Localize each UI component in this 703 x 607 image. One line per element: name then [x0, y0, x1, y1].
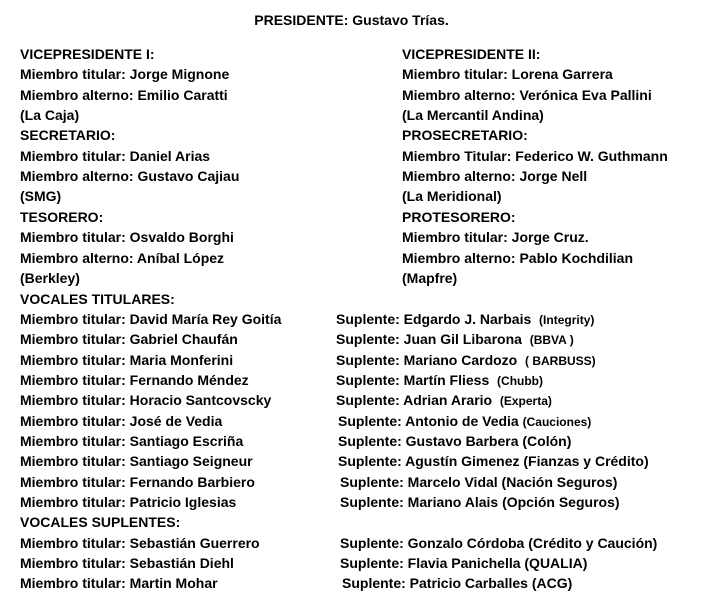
secretario-heading: SECRETARIO: — [20, 127, 116, 143]
vt-row-titular: Miembro titular: Fernando Méndez — [20, 372, 249, 388]
vp1-heading: VICEPRESIDENTE I: — [20, 46, 155, 62]
vt-row-suplente — [336, 390, 552, 411]
vt-suplente-org: (Cauciones) — [522, 415, 592, 429]
vp1-org: (La Caja) — [20, 107, 80, 123]
vt-row-titular: Miembro titular: José de Vedia — [20, 413, 223, 429]
vt-row-suplente: Suplente: Mariano Alais (Opción Seguros) — [340, 494, 620, 510]
protesorero-heading: PROTESORERO: — [402, 209, 516, 225]
president-line: PRESIDENTE: Gustavo Trías. — [254, 12, 449, 28]
tesorero-org: (Berkley) — [20, 270, 80, 286]
vs-row-titular: Miembro titular: Martin Mohar — [20, 575, 218, 591]
vt-suplente-name: Suplente: Antonio de Vedia — [338, 413, 519, 429]
vt-suplente-org: (Experta) — [499, 394, 552, 408]
vt-row-suplente: Suplente: Gustavo Barbera (Colón) — [338, 433, 572, 449]
prosecretario-heading: PROSECRETARIO: — [402, 127, 528, 143]
vt-suplente-name: Suplente: Juan Gil Libarona — [336, 331, 522, 347]
vt-row-titular: Miembro titular: Santiago Escriña — [20, 433, 244, 449]
vt-suplente-name: Suplente: Edgardo J. Narbais — [336, 311, 532, 327]
tesorero-titular: Miembro titular: Osvaldo Borghi — [20, 229, 234, 245]
vs-row-titular: Miembro titular: Sebastián Guerrero — [20, 535, 260, 551]
vp1-alterno: Miembro alterno: Emilio Caratti — [20, 87, 228, 103]
secretario-alterno: Miembro alterno: Gustavo Cajiau — [20, 168, 240, 184]
vocales-titulares-heading: VOCALES TITULARES: — [20, 291, 175, 307]
vt-row-suplente — [336, 329, 574, 350]
vs-row-suplente: Suplente: Gonzalo Córdoba (Crédito y Caución) — [340, 535, 658, 551]
vs-row-titular: Miembro titular: Sebastián Diehl — [20, 555, 234, 571]
vt-row-suplente — [336, 350, 596, 371]
vt-row-titular: Miembro titular: Horacio Santcovscky — [20, 392, 272, 408]
protesorero-titular: Miembro titular: Jorge Cruz. — [402, 229, 589, 245]
vs-row-suplente: Suplente: Patricio Carballes (ACG) — [342, 575, 573, 591]
vp2-alterno: Miembro alterno: Verónica Eva Pallini — [402, 87, 652, 103]
vp2-heading: VICEPRESIDENTE II: — [402, 46, 541, 62]
prosecretario-org: (La Meridional) — [402, 188, 502, 204]
vt-suplente-name: Suplente: Adrian Arario — [336, 392, 493, 408]
protesorero-org: (Mapfre) — [402, 270, 458, 286]
vt-row-suplente: Suplente: Marcelo Vidal (Nación Seguros) — [340, 474, 618, 490]
vt-suplente-org: ( BARBUSS) — [525, 354, 596, 368]
secretario-org: (SMG) — [20, 188, 62, 204]
vp2-org: (La Mercantil Andina) — [402, 107, 544, 123]
vt-row-suplente — [336, 370, 543, 391]
vt-row-suplente — [336, 309, 594, 330]
vt-suplente-org: (Chubb) — [497, 374, 544, 388]
vt-suplente-name: Suplente: Martín Fliess — [336, 372, 490, 388]
vp1-titular: Miembro titular: Jorge Mignone — [20, 66, 230, 82]
tesorero-alterno: Miembro alterno: Aníbal López — [20, 250, 225, 266]
vt-suplente-name: Suplente: Mariano Cardozo — [336, 352, 518, 368]
secretario-titular: Miembro titular: Daniel Arias — [20, 148, 211, 164]
vt-row-suplente — [338, 411, 591, 432]
vt-suplente-org: (BBVA ) — [529, 333, 574, 347]
prosecretario-titular: Miembro Titular: Federico W. Guthmann — [402, 148, 668, 164]
vt-row-titular: Miembro titular: Fernando Barbiero — [20, 474, 255, 490]
vt-suplente-org: (Integrity) — [539, 313, 595, 327]
vp2-titular: Miembro titular: Lorena Garrera — [402, 66, 613, 82]
protesorero-alterno: Miembro alterno: Pablo Kochdilian — [402, 250, 634, 266]
vt-row-suplente: Suplente: Agustín Gimenez (Fianzas y Crédito) — [338, 453, 649, 469]
vocales-suplentes-heading: VOCALES SUPLENTES: — [20, 514, 181, 530]
vt-row-titular: Miembro titular: David María Rey Goitía — [20, 311, 282, 327]
vt-row-titular: Miembro titular: Santiago Seigneur — [20, 453, 253, 469]
vt-row-titular: Miembro titular: Patricio Iglesias — [20, 494, 237, 510]
vs-row-suplente: Suplente: Flavia Panichella (QUALIA) — [340, 555, 588, 571]
tesorero-heading: TESORERO: — [20, 209, 104, 225]
vt-row-titular: Miembro titular: Gabriel Chaufán — [20, 331, 238, 347]
vt-row-titular: Miembro titular: Maria Monferini — [20, 352, 234, 368]
prosecretario-alterno: Miembro alterno: Jorge Nell — [402, 168, 588, 184]
